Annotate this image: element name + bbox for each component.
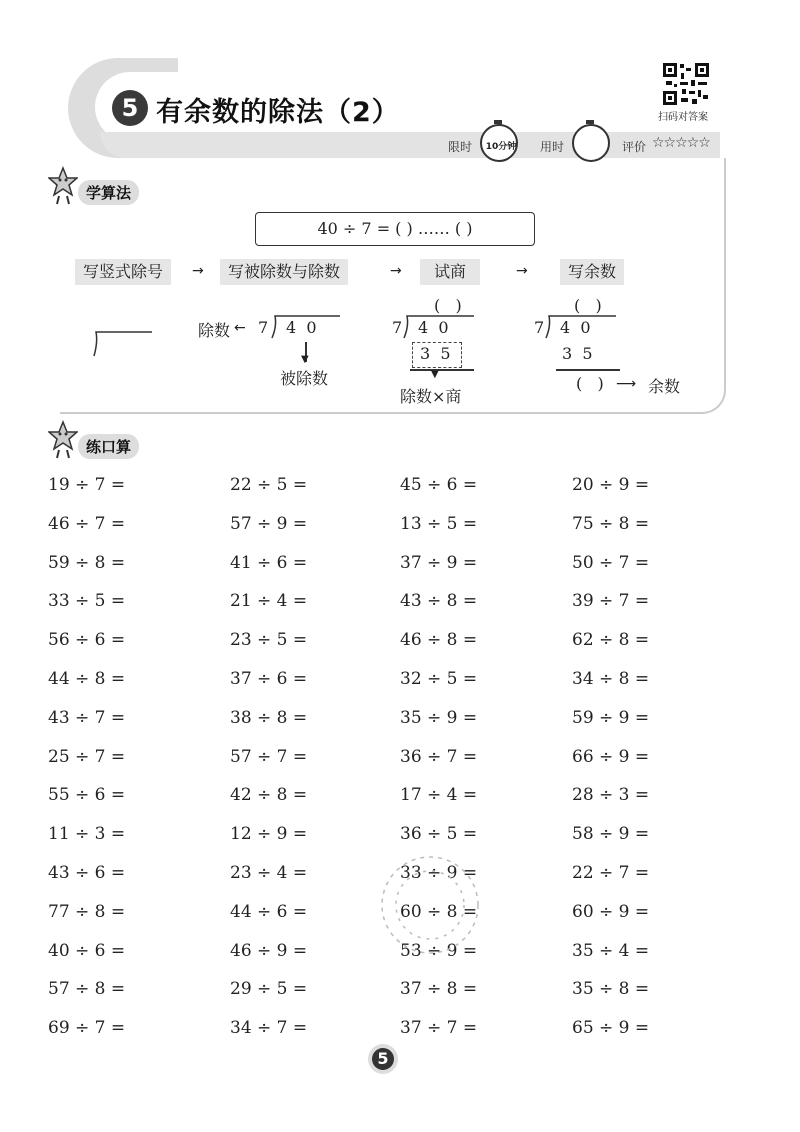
division-problem: 20 ÷ 9 = xyxy=(572,475,650,495)
division-problem: 22 ÷ 5 = xyxy=(230,475,308,495)
watermark-seal-icon xyxy=(360,840,500,970)
division-problem: 23 ÷ 4 = xyxy=(230,863,308,883)
remainder-label: 余数 xyxy=(648,377,681,396)
division-problem: 39 ÷ 7 = xyxy=(572,591,650,612)
division-problem: 41 ÷ 6 = xyxy=(230,552,308,573)
product: 3 5 xyxy=(420,344,451,363)
division-problem: 43 ÷ 8 = xyxy=(400,591,478,612)
division-problem: 36 ÷ 5 = xyxy=(400,824,478,845)
division-problem: 40 ÷ 6 = xyxy=(48,940,126,961)
division-problem: 45 ÷ 6 = xyxy=(400,475,478,495)
right-arrow-icon: ⟶ xyxy=(616,376,637,392)
division-problem: 29 ÷ 5 = xyxy=(230,979,308,1000)
division-problem: 37 ÷ 6 = xyxy=(230,669,308,689)
divisor: 7 xyxy=(258,318,269,337)
division-problem: 33 ÷ 9 = xyxy=(400,863,478,883)
division-problem: 38 ÷ 8 = xyxy=(230,707,308,728)
division-problem: 56 ÷ 6 = xyxy=(48,630,126,651)
dividend-label: 被除数 xyxy=(280,369,329,388)
time-used-label: 用时 xyxy=(540,140,565,154)
division-problem: 32 ÷ 5 = xyxy=(400,669,478,689)
division-problem: 60 ÷ 8 = xyxy=(400,901,478,922)
division-problem: 35 ÷ 8 = xyxy=(572,979,650,1000)
practice-section-badge: 练口算 xyxy=(78,434,139,459)
quotient-blank[interactable]: ( ) xyxy=(434,296,462,315)
divisor: 7 xyxy=(534,318,545,337)
division-problem: 25 ÷ 7 = xyxy=(48,746,126,767)
division-problem: 57 ÷ 7 = xyxy=(230,746,308,767)
subtraction-line xyxy=(410,369,474,371)
division-problem: 59 ÷ 9 = xyxy=(572,707,650,728)
product: 3 5 xyxy=(562,344,593,363)
arrow-icon: → xyxy=(192,263,204,279)
division-problem: 65 ÷ 9 = xyxy=(572,1018,650,1039)
division-bracket-icon xyxy=(88,328,154,358)
division-problem: 46 ÷ 7 = xyxy=(48,513,126,534)
step-4: 写余数 xyxy=(560,259,624,285)
learn-section-badge: 学算法 xyxy=(78,180,139,205)
division-problem: 36 ÷ 7 = xyxy=(400,746,478,767)
time-limit-value: 10分钟 xyxy=(485,142,517,152)
division-problem: 46 ÷ 9 = xyxy=(230,940,308,961)
division-problem: 22 ÷ 7 = xyxy=(572,863,650,883)
division-problem: 66 ÷ 9 = xyxy=(572,746,650,767)
dividend: 4 0 xyxy=(418,318,449,337)
rating-stars-icon[interactable]: ☆☆☆☆☆ xyxy=(652,135,710,151)
division-problem: 46 ÷ 8 = xyxy=(400,630,478,651)
step-3: 试商 xyxy=(420,259,480,285)
arrow-icon: → xyxy=(390,263,402,279)
division-problem: 21 ÷ 4 = xyxy=(230,591,308,612)
division-problem: 53 ÷ 9 = xyxy=(400,940,478,961)
divisor-label: 除数 xyxy=(198,321,231,340)
subtraction-line xyxy=(556,369,620,371)
division-problem: 62 ÷ 8 = xyxy=(572,630,650,651)
page-title: 有余数的除法（2） xyxy=(156,97,400,128)
division-problem: 55 ÷ 6 = xyxy=(48,785,126,806)
division-problem: 44 ÷ 6 = xyxy=(230,901,308,922)
lesson-number-badge: 5 xyxy=(112,90,148,126)
time-used-clock-icon[interactable] xyxy=(572,124,610,162)
quotient-blank[interactable]: ( ) xyxy=(574,296,602,315)
division-problem: 34 ÷ 8 = xyxy=(572,669,650,689)
division-problem: 75 ÷ 8 = xyxy=(572,513,650,534)
division-problem: 33 ÷ 5 = xyxy=(48,591,126,612)
rating-label: 评价 xyxy=(622,140,647,154)
mascot-star-icon xyxy=(48,420,78,460)
remainder-blank[interactable]: ( ) xyxy=(576,374,604,393)
division-problem: 43 ÷ 7 = xyxy=(48,707,126,728)
division-problem: 19 ÷ 7 = xyxy=(48,475,126,495)
division-problem: 57 ÷ 9 = xyxy=(230,513,308,534)
mascot-star-icon xyxy=(48,166,78,206)
qr-label: 扫码对答案 xyxy=(658,112,708,123)
time-limit-label: 限时 xyxy=(448,140,473,154)
product-label: 除数×商 xyxy=(400,387,462,406)
division-problem: 17 ÷ 4 = xyxy=(400,785,478,806)
division-problem: 12 ÷ 9 = xyxy=(230,824,308,845)
division-problem: 69 ÷ 7 = xyxy=(48,1018,126,1039)
division-problem: 37 ÷ 8 = xyxy=(400,979,478,1000)
division-problem: 23 ÷ 5 = xyxy=(230,630,308,651)
division-problem: 13 ÷ 5 = xyxy=(400,513,478,534)
page-number: 5 xyxy=(377,1049,389,1068)
division-problem: 37 ÷ 7 = xyxy=(400,1018,478,1039)
division-problem: 77 ÷ 8 = xyxy=(48,901,126,922)
qr-code-icon[interactable] xyxy=(662,62,710,106)
dividend: 4 0 xyxy=(560,318,591,337)
step-2: 写被除数与除数 xyxy=(220,259,348,285)
divisor: 7 xyxy=(392,318,403,337)
division-problem: 28 ÷ 3 = xyxy=(572,785,650,806)
division-problem: 44 ÷ 8 = xyxy=(48,669,126,689)
division-problem: 35 ÷ 4 = xyxy=(572,940,650,961)
division-problem: 42 ÷ 8 = xyxy=(230,785,308,806)
division-problem: 60 ÷ 9 = xyxy=(572,901,650,922)
division-problem: 43 ÷ 6 = xyxy=(48,863,126,883)
down-arrow-icon: ▼ xyxy=(301,354,309,365)
division-problem: 37 ÷ 9 = xyxy=(400,552,478,573)
division-problem: 35 ÷ 9 = xyxy=(400,707,478,728)
example-equation: 40 ÷ 7 = ( ) …… ( ) xyxy=(255,212,535,246)
left-arrow-icon: ← xyxy=(234,320,246,336)
down-arrow-icon: ▼ xyxy=(431,369,439,380)
division-problem: 59 ÷ 8 = xyxy=(48,552,126,573)
division-problem: 11 ÷ 3 = xyxy=(48,824,126,845)
division-problem: 57 ÷ 8 = xyxy=(48,979,126,1000)
division-problem: 50 ÷ 7 = xyxy=(572,552,650,573)
step-1: 写竖式除号 xyxy=(75,259,171,285)
division-problem: 34 ÷ 7 = xyxy=(230,1018,308,1039)
division-problem: 58 ÷ 9 = xyxy=(572,824,650,845)
arrow-icon: → xyxy=(516,263,528,279)
dividend: 4 0 xyxy=(286,318,317,337)
